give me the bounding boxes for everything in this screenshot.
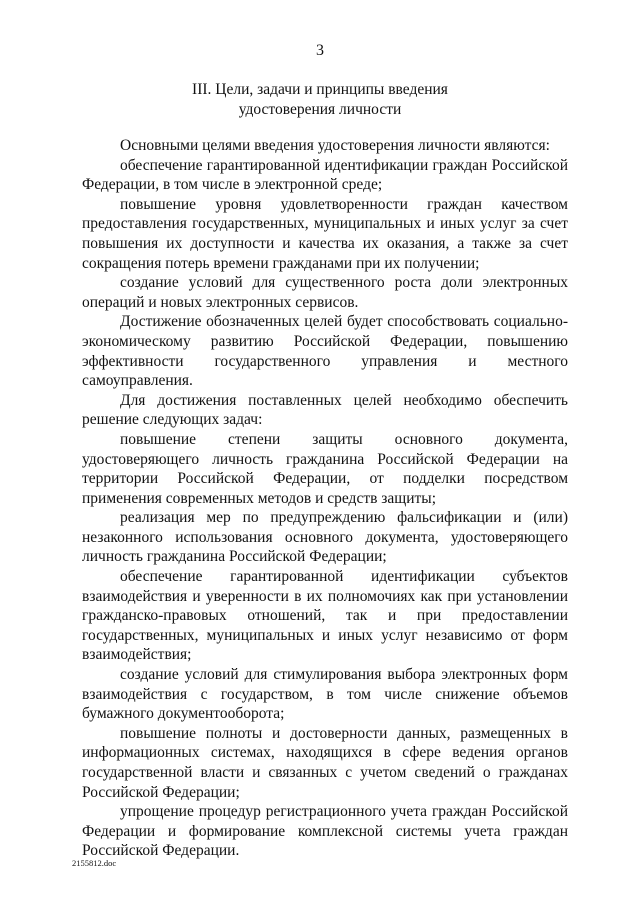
section-title — [0, 80, 640, 120]
footer-filename: 2155812.doc — [72, 858, 117, 868]
paragraph: реализация мер по предупреждению фальсификации и (или) незаконного использования основного документа, удостоверяющего личность гражданина Российской Федерации; — [82, 509, 568, 566]
paragraph: Для достижения поставленных целей необходимо обеспечить решение следующих задач: — [82, 391, 568, 429]
paragraph: Основными целями введения удостоверения личности являются: — [120, 137, 550, 154]
paragraph: повышение степени защиты основного документа, удостоверяющего личность гражданина Российской Федерации на территории Российской Федерации, от подделки посредством применения современных методов и средств защиты; — [82, 430, 568, 507]
body-text — [82, 136, 568, 861]
section-title-line-1: III. Цели, задачи и принципы введения — [192, 81, 448, 98]
paragraph: обеспечение гарантированной идентификации граждан Российской Федерации, в том числе в электронной среде; — [82, 156, 568, 194]
paragraph: упрощение процедур регистрационного учета граждан Российской Федерации и формирование комплексной системы учета граждан Российской Федерации. — [82, 803, 568, 860]
paragraph: Достижение обозначенных целей будет способствовать социально-экономическому развитию Российской Федерации, повышению эффективности государственного управления и местного самоуправления. — [82, 313, 568, 390]
paragraph: повышение полноты и достоверности данных, размещенных в информационных системах, находящихся в сфере ведения органов государственной власти и связанных с учетом сведений о гражданах Российской Федерации; — [82, 724, 568, 801]
paragraph: создание условий для стимулирования выбора электронных форм взаимодействия с государством, в том числе снижение объемов бумажного документооборота; — [82, 666, 568, 723]
paragraph: создание условий для существенного роста доли электронных операций и новых электронных сервисов. — [82, 274, 568, 311]
paragraph: обеспечение гарантированной идентификации субъектов взаимодействия и уверенности в их полномочиях как при установлении гражданско-правовых отношений, так и при предоставлении государственных, муниципальных и иных услуг независимо от форм взаимодействия; — [82, 568, 568, 664]
section-title-line-2: удостоверения личности — [238, 101, 402, 118]
page-number: 3 — [316, 42, 324, 59]
paragraph: повышение уровня удовлетворенности граждан качеством предоставления государственных, муниципальных и иных услуг за счет повышения их доступности и качества их оказания, а также за счет сокращения потерь времени гражданами при их получении; — [82, 195, 568, 272]
